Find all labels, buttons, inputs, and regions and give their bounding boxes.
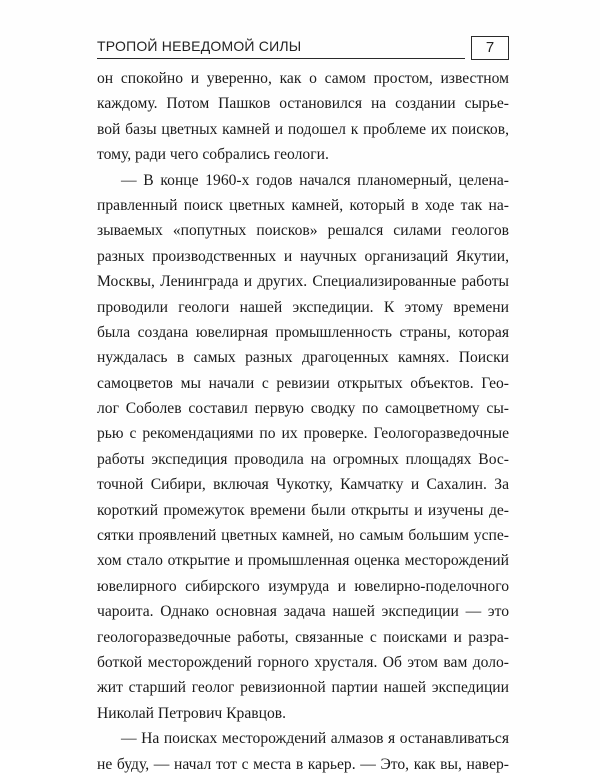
text-line: проводили геологи нашей экспедиции. К этому времени <box>97 298 509 316</box>
text-line: чароита. Однако основная задача нашей экспедиции — это <box>97 603 509 621</box>
text-line: была создана ювелирная промышленность страны, которая <box>97 323 509 341</box>
text-line: тому, ради чего собрались геологи. <box>97 146 329 164</box>
text-line: геологоразведочные работы, связанные с поисками и разра- <box>97 628 509 646</box>
text-line: жит старший геолог ревизионной партии нашей экспедиции <box>97 679 509 697</box>
text-line: он спокойно и уверенно, как о самом простом, известном <box>97 70 509 87</box>
text-line: — В конце 1960-х годов начался планомерный, целена- <box>121 171 509 189</box>
text-line: Николай Петрович Кравцов. <box>97 704 287 722</box>
text-line: хом стало открытие и промышленная оценка месторождений <box>97 552 509 570</box>
page-number: 7 <box>471 36 509 60</box>
text-line: самоцветов мы начали с ревизии открытых объектов. Гео- <box>97 374 509 392</box>
text-line: нуждалась в самых разных драгоценных камнях. Поиски <box>97 349 509 367</box>
text-line: лог Соболев составил первую сводку по самоцветному сы- <box>97 400 509 418</box>
text-line: точной Сибири, включая Чукотку, Камчатку и Сахалин. За <box>97 476 509 494</box>
text-line: короткий промежуток времени были открыты и изучены де- <box>97 501 509 519</box>
running-title: ТРОПОЙ НЕВЕДОМОЙ СИЛЫ <box>97 38 302 54</box>
text-line: не буду, — начал тот с места в карьер. — Это, как вы, навер- <box>97 755 509 773</box>
text-line: рью с рекомендациями по их проверке. Геологоразведочные <box>97 425 509 443</box>
text-line: правленный поиск цветных камней, который в ходе так на- <box>97 196 509 214</box>
text-line: каждому. Потом Пашков остановился на создании сырье- <box>97 95 509 113</box>
body-text <box>97 66 509 777</box>
text-line: — На поисках месторождений алмазов я останавливаться <box>121 730 509 748</box>
text-line: работы экспедиция проводила на огромных площадях Вос- <box>97 450 509 468</box>
text-line: боткой месторождений горного хрусталя. Об этом вам долo- <box>97 653 509 671</box>
text-line: ювелирного сибирского изумруда и ювелирно-поделочного <box>97 577 509 595</box>
header-rule <box>97 58 465 59</box>
text-line: разных производственных и научных организаций Якутии, <box>97 247 509 265</box>
text-line: Москвы, Ленинграда и других. Специализированные работы <box>97 273 509 291</box>
text-line: вой базы цветных камней и подошел к проблеме их поисков, <box>97 120 509 138</box>
running-header <box>97 36 509 62</box>
text-line: зываемых «попутных поисков» решался силами геологов <box>97 222 509 240</box>
text-line: сятки проявлений цветных камней, но самым большим успе- <box>97 527 509 545</box>
